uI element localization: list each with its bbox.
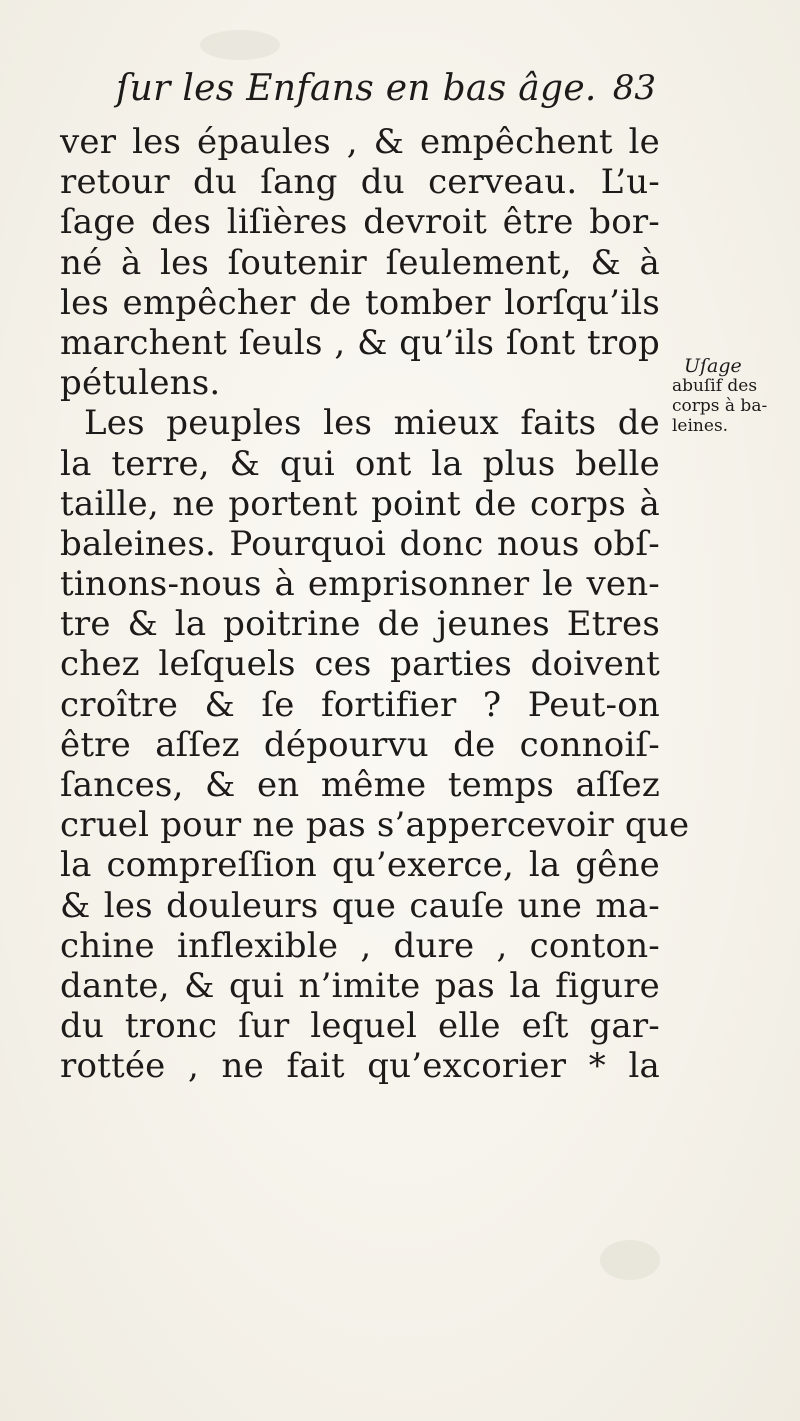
text-line: marchent ſeuls , & qu’ils ſont trop xyxy=(60,322,660,363)
text-line: né à les ſoutenir ſeulement, & à xyxy=(60,242,660,283)
text-line: du tronc ſur lequel elle eſt gar- xyxy=(60,1006,660,1047)
text-line: tinons-nous à emprisonner le ven- xyxy=(60,564,660,605)
text-line: ver les épaules , & empêchent le xyxy=(60,122,660,162)
paper-stain xyxy=(600,1240,660,1280)
text-line: Les peuples les mieux faits de xyxy=(84,403,660,444)
text-line: taille, ne portent point de corps à xyxy=(60,483,660,524)
text-line: baleines. Pourquoi donc nous obſ- xyxy=(60,523,660,564)
margin-note-line: leines. xyxy=(672,416,729,436)
text-line: chez leſquels ces parties doivent xyxy=(60,644,660,685)
text-line: rottée , ne fait qu’excorier * la xyxy=(60,1046,660,1087)
text-line: ſage des liſières devroit être bor- xyxy=(60,202,660,243)
text-line: tre & la poitrine de jeunes Etres xyxy=(60,604,660,645)
running-title: ſur les Enfans en bas âge. xyxy=(116,68,597,109)
body-text xyxy=(60,122,690,1087)
text-line: chine inflexible , dure , conton- xyxy=(60,925,660,966)
text-line: & les douleurs que cauſe une ma- xyxy=(60,885,660,926)
text-line: croître & ſe fortifier ? Peut-on xyxy=(60,684,660,725)
page-number: 83 xyxy=(612,68,656,108)
text-line: cruel pour ne pas s’appercevoir que xyxy=(60,805,690,846)
text-line: dante, & qui n’imite pas la figure xyxy=(60,965,660,1006)
text-line: pétulens. xyxy=(60,363,221,404)
text-line: les empêcher de tomber lorſqu’ils xyxy=(60,282,660,323)
margin-note xyxy=(672,356,794,436)
text-line: ſances, & en même temps aſſez xyxy=(60,765,660,805)
text-line: la compreſſion qu’exerce, la gêne xyxy=(60,845,660,886)
page-header xyxy=(116,68,656,114)
margin-note-line: Uſage xyxy=(684,355,742,377)
paper-stain xyxy=(200,30,280,60)
text-line: être aſſez dépourvu de connoiſ- xyxy=(60,724,660,765)
margin-note-line: abuſif des xyxy=(672,376,758,396)
text-line: la terre, & qui ont la plus belle xyxy=(60,443,660,484)
margin-note-line: corps à ba- xyxy=(672,396,768,416)
text-line: retour du ſang du cerveau. L’u- xyxy=(60,162,660,203)
